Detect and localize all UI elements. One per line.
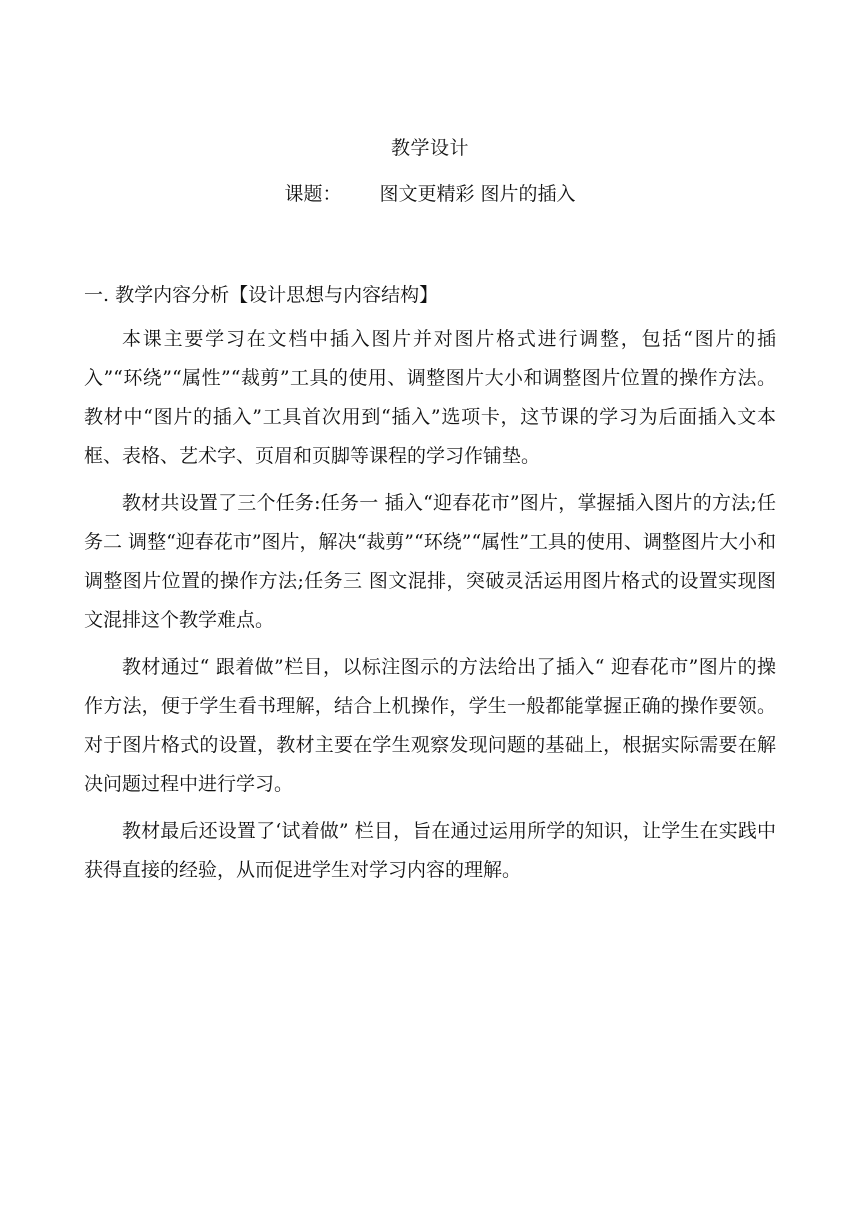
- paragraph-follow-along: 教材通过“ 跟着做”栏目，以标注图示的方法给出了插入“ 迎春花市”图片的操作方法，便于学生看书理解，结合上机操作，学生一般都能掌握正确的操作要领。对于图片格式的设置，教材主要在学生观察发现问题的基础上，根据实际需要在解决问题过程中进行学习。: [84, 656, 776, 795]
- section-heading: 一. 教学内容分析【设计思想与内容结构】: [84, 284, 439, 306]
- document-title: 教学设计: [390, 137, 469, 159]
- lesson-subject: [0, 179, 860, 209]
- section-body: [84, 320, 776, 898]
- subject-value: 图文更精彩 图片的插入: [379, 183, 576, 205]
- paragraph-tasks: 教材共设置了三个任务:任务一 插入“迎春花市”图片，掌握插入图片的方法;任务二 调整“迎春花市”图片，解决“裁剪”“环绕”“属性”工具的使用、调整图片大小和调整图片位置的操作方法;任务三 图文混排，突破灵活运用图片格式的设置实现图文混排这个教学难点。: [84, 492, 776, 631]
- paragraph-try-it: 教材最后还设置了‘试着做” 栏目，旨在通过运用所学的知识，让学生在实践中获得直接的经验，从而促进学生对学习内容的理解。: [84, 820, 776, 881]
- paragraph-content-overview: 本课主要学习在文档中插入图片并对图片格式进行调整，包括“图片的插入”“环绕”“属性”“裁剪”工具的使用、调整图片大小和调整图片位置的操作方法。教材中“图片的插入”工具首次用到“插入”选项卡，这节课的学习为后面插入文本框、表格、艺术字、页眉和页脚等课程的学习作铺垫。: [84, 328, 776, 467]
- subject-label: 课题：: [284, 183, 342, 205]
